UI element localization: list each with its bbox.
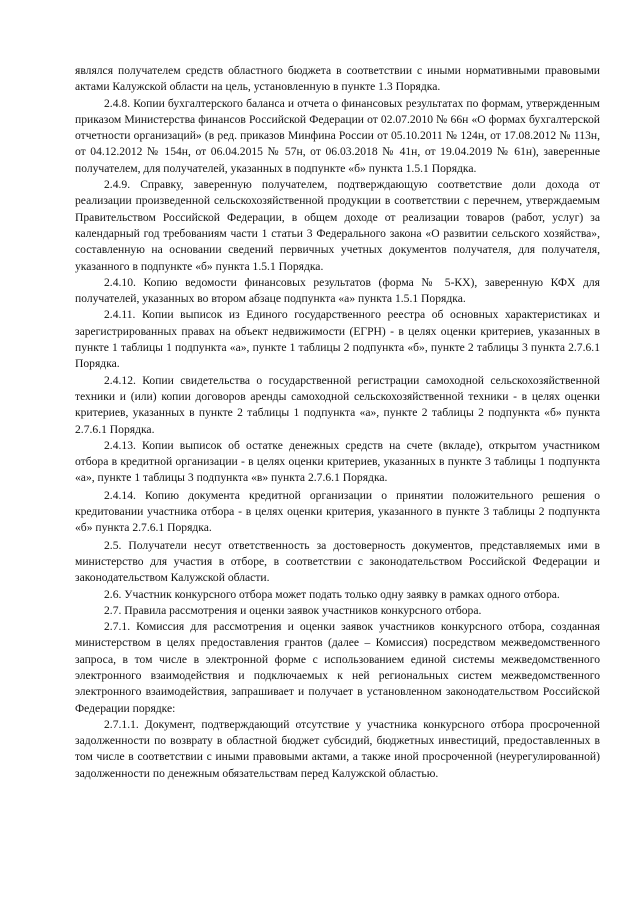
- paragraph-2-7-1: 2.7.1. Комиссия для рассмотрения и оценки заявок участников конкурсного отбора, созданная министерством в целях предоставления грантов (далее – Комиссия) посредством межведомственного запроса, в том числе в электронной форме с использованием единой системы межведомственного электронного взаимодействия и подключаемых к ней региональных систем межведомственного электронного взаимодействия, запрашивает и получает в установленном законодательством Российской Федерации порядке:: [75, 620, 600, 715]
- paragraph-2-4-13: 2.4.13. Копии выписок об остатке денежных средств на счете (вкладе), открытом участником отбора в кредитной организации - в целях оценки критериев, указанных в пункте 3 таблицы 1 подпункта «а», пункте 1 таблицы 3 подпункта «в» пункта 2.7.6.1 Порядка.: [75, 438, 600, 485]
- paragraph-2-6: 2.6. Участник конкурсного отбора может подать только одну заявку в рамках одного отбора.: [104, 587, 560, 601]
- paragraph-2-4-10: 2.4.10. Копию ведомости финансовых результатов (форма № 5-КХ), заверенную КФХ для получателей, указанных во втором абзаце подпункта «а» пункта 1.5.1 Порядка.: [75, 275, 600, 306]
- paragraph-2-4-11: 2.4.11. Копии выписок из Единого государственного реестра об основных характеристиках и зарегистрированных правах на объект недвижимости (ЕГРН) - в целях оценки критериев, указанных в пункте 1 таблицы 1 подпункта «а», пункте 1 таблицы 2 подпункта «б», пункте 2 таблицы 3 пункта 2.7.6.1 Порядка.: [75, 308, 600, 371]
- paragraph-continuation: являлся получателем средств областного бюджета в соответствии с иными нормативными правовыми актами Калужской области на цель, установленную в пункте 1.3 Порядка.: [75, 64, 600, 94]
- paragraph-2-4-14: 2.4.14. Копию документа кредитной организации о принятии положительного решения о кредитовании участника отбора - в целях оценки критерия, указанного в пункте 3 таблицы 2 подпункта «б» пункта 2.7.6.1 Порядка.: [75, 488, 600, 535]
- paragraph-2-7-1-1: 2.7.1.1. Документ, подтверждающий отсутствие у участника конкурсного отбора просроченной задолженности по возврату в областной бюджет субсидий, бюджетных инвестиций, предоставленных в том числе в соответствии с иными правовыми актами, а также иной просроченной (неурегулированной) задолженности по денежным обязательствам перед Калужской областью.: [75, 717, 600, 780]
- document-body: [75, 63, 600, 782]
- paragraph-2-7: 2.7. Правила рассмотрения и оценки заявок участников конкурсного отбора.: [104, 603, 482, 617]
- paragraph-2-4-8: 2.4.8. Копии бухгалтерского баланса и отчета о финансовых результатах по формам, утвержденным приказом Министерства финансов Российской Федерации от 02.07.2010 № 66н «О формах бухгалтерской отчетности организаций» (в ред. приказов Минфина России от 05.10.2011 № 124н, от 17.08.2012 № 113н, от 04.12.2012 № 154н, от 06.04.2015 № 57н, от 06.03.2018 № 41н, от 19.04.2019 № 61н), заверенные получателем, для получателей, указанных в подпункте «б» пункта 1.5.1 Порядка.: [75, 96, 600, 175]
- paragraph-2-4-12: 2.4.12. Копии свидетельства о государственной регистрации самоходной сельскохозяйственной техники и (или) копии договоров аренды самоходной сельскохозяйственной техники - в целях оценки критериев, указанных в пункте 2 таблицы 1 подпункта «а», пункте 2 таблицы 2 подпункта «б» пункта 2.7.6.1 Порядка.: [75, 373, 600, 436]
- paragraph-2-4-9: 2.4.9. Справку, заверенную получателем, подтверждающую соответствие доли дохода от реализации произведенной сельскохозяйственной продукции в соответствии с перечнем, утверждаемым Правительством Российской Федерации, в общем доходе от реализации товаров (работ, услуг) за календарный год требованиям части 1 статьи 3 Федерального закона «О развитии сельского хозяйства», составленную на основании сведений первичных учетных документов получателя, для получателя, указанного в подпункте «б» пункта 1.5.1 Порядка.: [75, 178, 600, 273]
- paragraph-2-5: 2.5. Получатели несут ответственность за достоверность документов, представляемых ими в министерство для участия в отборе, в соответствии с законодательством Российской Федерации и законодательством Калужской области.: [75, 538, 600, 585]
